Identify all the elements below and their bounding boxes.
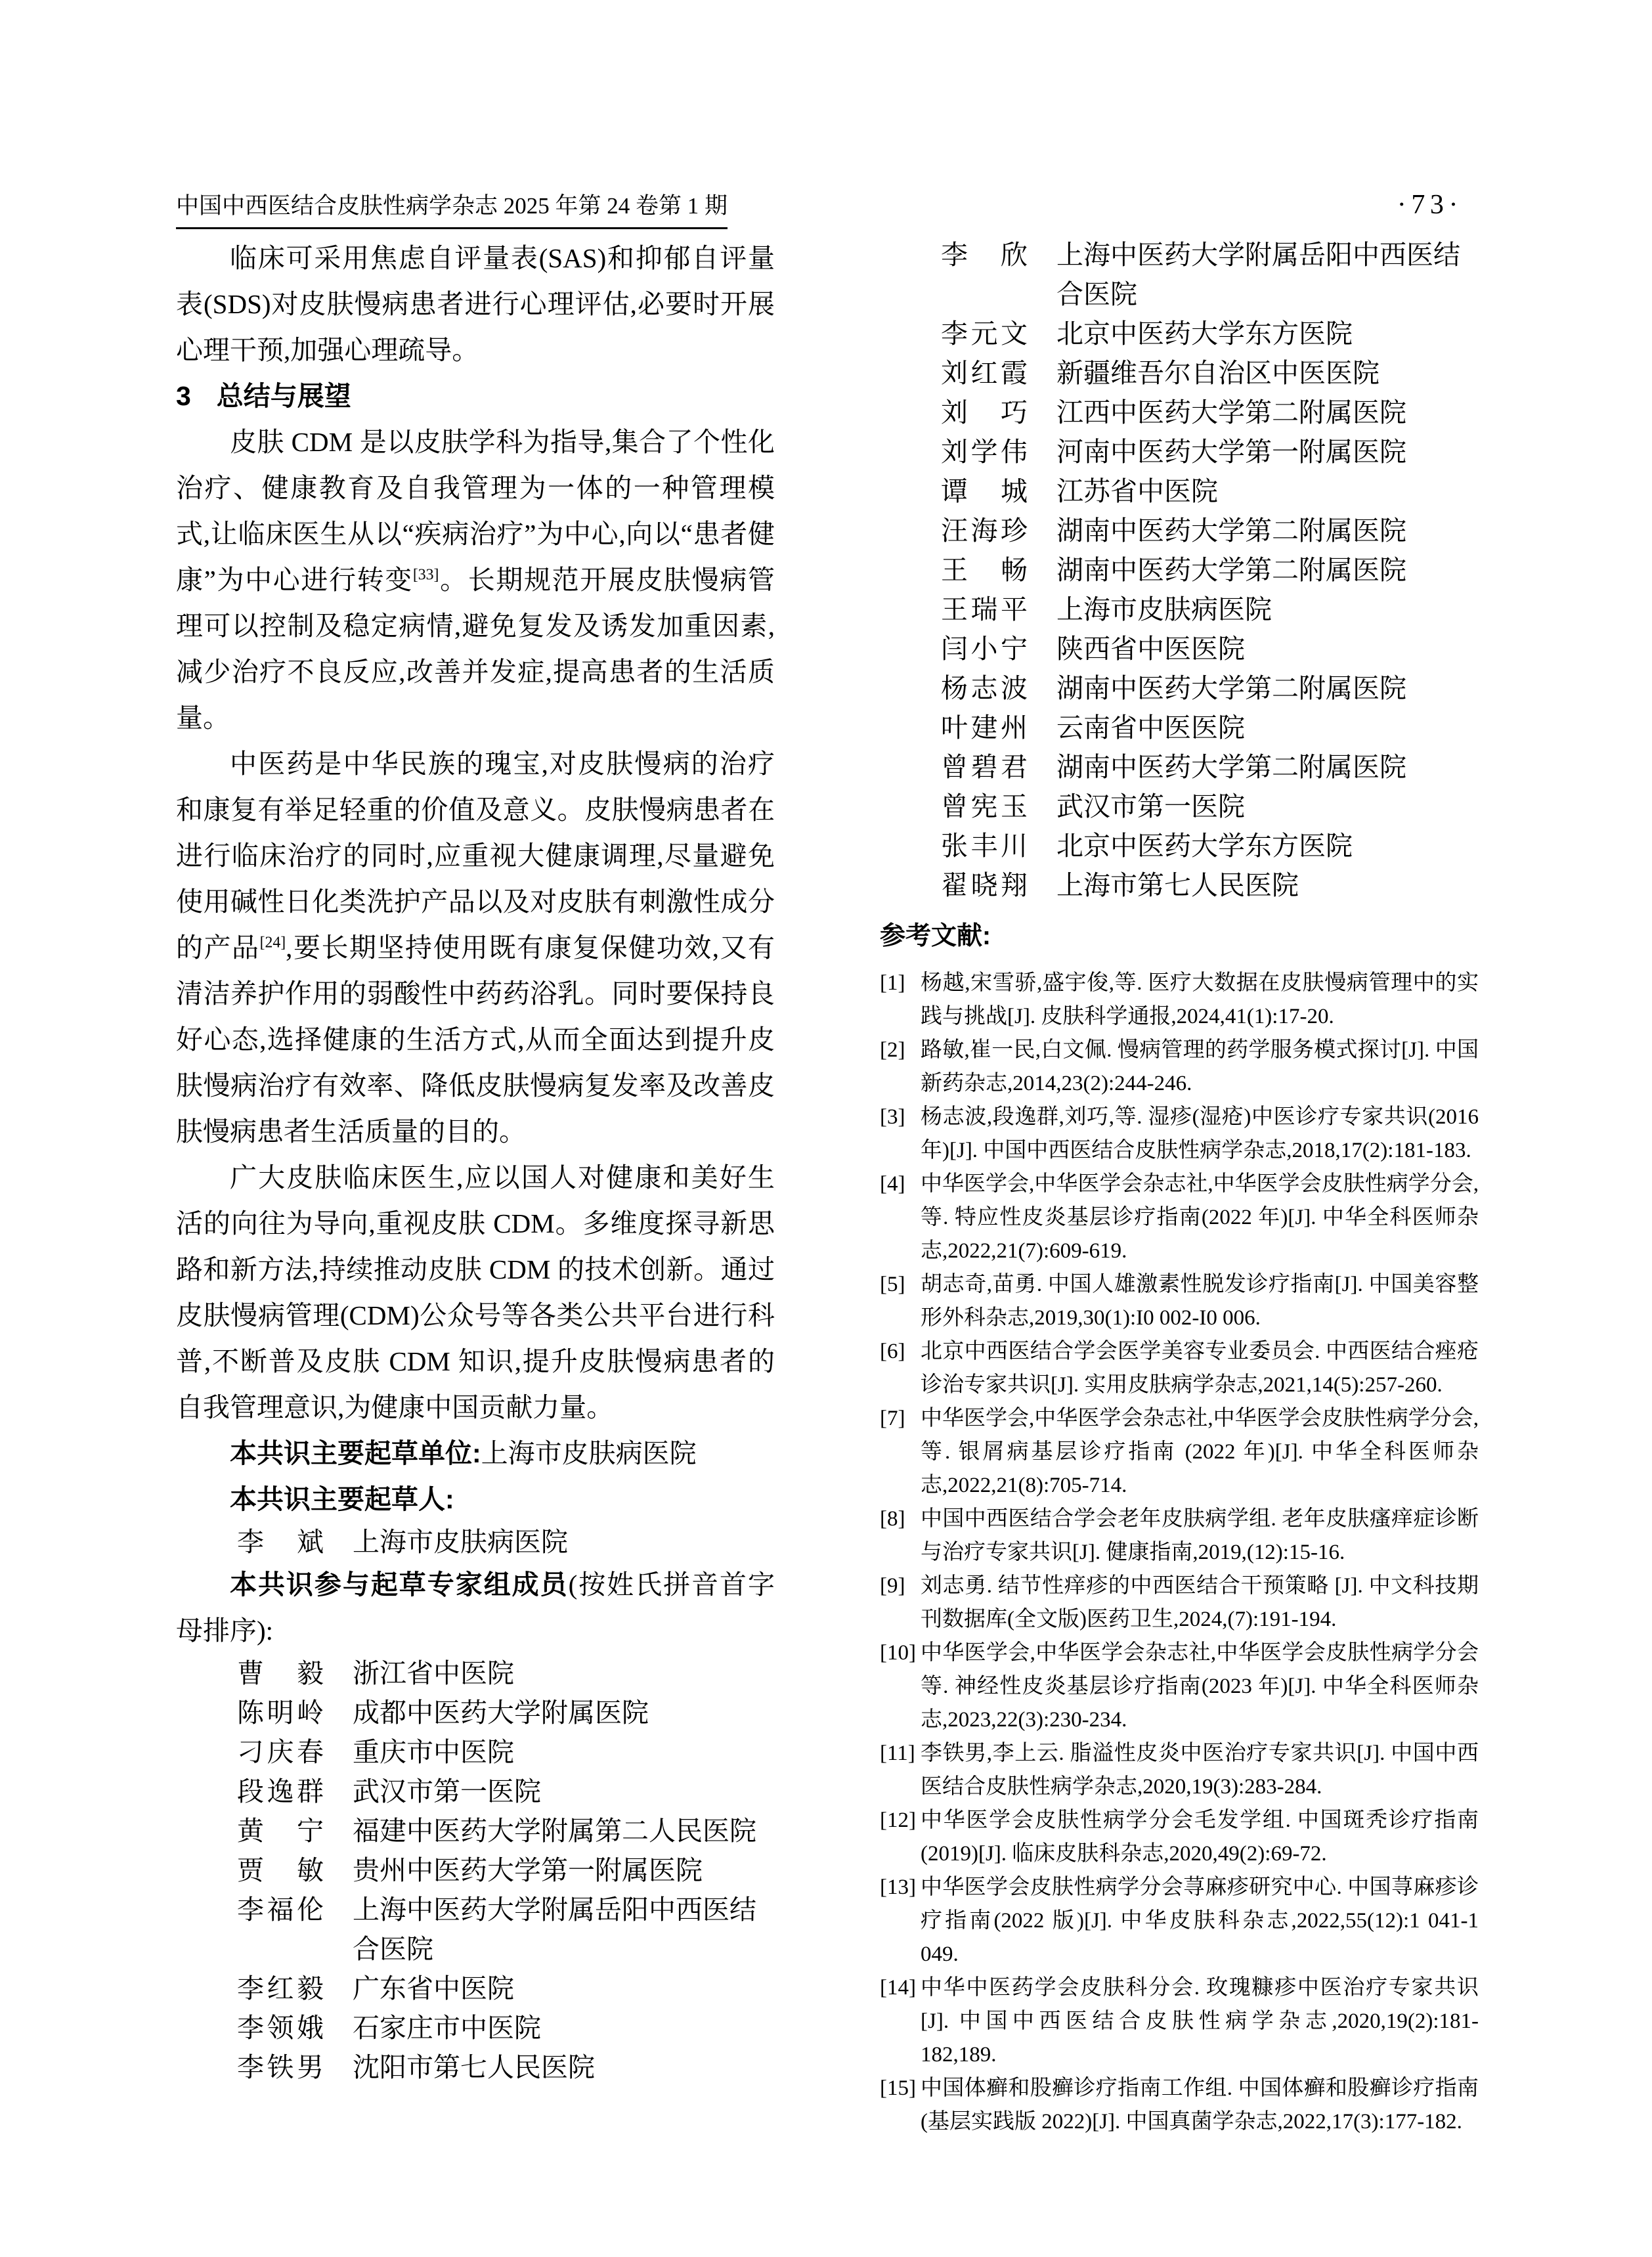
expert-row [880,550,1479,590]
expert-row [880,590,1479,629]
reference-text: 北京中西医结合学会医学美容专业委员会. 中西医结合痤疮诊治专家共识[J]. 实用皮肤病学杂志,2021,14(5):257-260. [921,1340,1479,1397]
reference-item [880,1502,1479,1569]
citation-ref-33: [33] [412,566,439,584]
expert-row [880,708,1479,747]
reference-item [880,1402,1479,1502]
expert-institution: 沈阳市第七人民医院 [353,2052,595,2082]
reference-label: [10] [880,1641,916,1665]
section-heading [176,373,775,419]
paragraph-tcm-value: 中医药是中华民族的瑰宝,对皮肤慢病的治疗和康复有举足轻重的价值及意义。皮肤慢病患者在进行临床治疗的同时,应重视大健康调理,尽量避免使用碱性日化类洗护产品以及对皮肤有刺激性成分的产品[24],要长期坚持使用既有康复保健功效,又有清洁养护作用的弱酸性中药药浴乳。同时要保持良好心态,选择健康的生活方式,从而全面达到提升皮肤慢病治疗有效率、降低皮肤慢病复发率及改善皮肤慢病患者生活质量的目的。 [176,749,775,1147]
reference-text: 中华医学会皮肤性病学分会荨麻疹研究中心. 中国荨麻疹诊疗指南(2022 版)[J]. 中华皮肤科杂志,2022,55(12):1 041-1 049. [921,1875,1479,1966]
expert-group-label [176,1562,775,1654]
reference-text: 路敏,崔一民,白文佩. 慢病管理的药学服务模式探讨[J]. 中国新药杂志,2014,23(2):244-246. [921,1038,1479,1095]
main-drafter-label: 本共识主要起草人: [230,1484,454,1514]
reference-label: [3] [880,1105,905,1129]
expert-row [880,471,1479,511]
expert-row [176,1851,775,1890]
reference-text: 中国体癣和股癣诊疗指南工作组. 中国体癣和股癣诊疗指南(基层实践版 2022)[J]. 中国真菌学杂志,2022,17(3):177-182. [921,2076,1479,2134]
expert-row [176,1654,775,1693]
expert-institution: 江西中医药大学第二附属医院 [1056,397,1406,427]
expert-name: 李红毅 [237,1973,324,2004]
expert-institution: 武汉市第一医院 [1056,791,1245,822]
expert-name: 黄 宁 [237,1816,324,1846]
experts-list-right [880,235,1479,905]
expert-name: 李福伦 [237,1895,324,1925]
expert-row [176,2008,775,2048]
expert-row [880,747,1479,787]
expert-institution: 上海市皮肤病医院 [353,1527,568,1557]
experts-list-left [176,1654,775,2087]
reference-label: [5] [880,1273,905,1296]
expert-name: 叶建州 [941,712,1028,743]
reference-item [880,1871,1479,1971]
reference-item [880,1335,1479,1402]
expert-institution: 湖南中医药大学第二附属医院 [1056,515,1406,546]
reference-label: [15] [880,2076,916,2100]
expert-name: 李铁男 [237,2052,324,2082]
reference-item [880,1737,1479,1804]
expert-institution: 湖南中医药大学第二附属医院 [1056,555,1406,585]
expert-row [880,629,1479,668]
expert-name: 杨志波 [941,673,1028,703]
paragraph-psych-assessment: 临床可采用焦虑自评量表(SAS)和抑郁自评量表(SDS)对皮肤慢病患者进行心理评估,必要时开展心理干预,加强心理疏导。 [176,243,775,365]
paragraph-cdm-model: 皮肤 CDM 是以皮肤学科为指导,集合了个性化治疗、健康教育及自我管理为一体的一种管理模式,让临床医生从以“疾病治疗”为中心,向以“患者健康”为中心进行转变[33]。长期规范开展皮肤慢病管理可以控制及稳定病情,避免复发及诱发加重因素,减少治疗不良反应,改善并发症,提高患者的生活质量。 [176,427,775,733]
expert-row [176,2048,775,2087]
expert-row [176,1693,775,1732]
reference-label: [4] [880,1172,905,1196]
reference-item [880,1034,1479,1101]
section-number: 3 [176,381,191,411]
expert-name: 陈明岭 [237,1698,324,1728]
expert-institution: 北京中医药大学东方医院 [1056,318,1353,349]
expert-institution: 上海中医药大学附属岳阳中西医结合医院 [353,1895,756,1964]
reference-label: [8] [880,1507,905,1531]
expert-institution: 湖南中医药大学第二附属医院 [1056,752,1406,782]
expert-row [176,1969,775,2008]
main-drafter-row [176,1522,775,1562]
expert-row [880,314,1479,353]
expert-name: 闫小宁 [941,634,1028,664]
expert-name: 李 欣 [941,240,1028,270]
journal-title: 中国中西医结合皮肤性病学杂志 2025 年第 24 卷第 1 期 [176,192,728,229]
expert-institution: 石家庄市中医院 [353,2013,541,2043]
reference-item [880,1636,1479,1737]
expert-name: 李元文 [941,318,1028,349]
reference-text: 胡志奇,苗勇. 中国人雄激素性脱发诊疗指南[J]. 中国美容整形外科杂志,2019,30(1):I0 002-I0 006. [921,1273,1479,1330]
expert-name: 谭 城 [941,476,1028,506]
reference-text: 刘志勇. 结节性痒疹的中西医结合干预策略 [J]. 中文科技期刊数据库(全文版)医药卫生,2024,(7):191-194. [921,1574,1479,1631]
reference-label: [1] [880,971,905,995]
expert-group-label-bold: 本共识参与起草专家组成员 [230,1569,569,1600]
reference-item [880,967,1479,1034]
expert-row [880,866,1479,905]
expert-institution: 陕西省中医医院 [1056,634,1245,664]
reference-text: 中华中医药学会皮肤科分会. 玫瑰糠疹中医治疗专家共识[J]. 中国中西医结合皮肤性病学杂志,2020,19(2):181-182,189. [921,1976,1479,2067]
expert-name: 李领娥 [237,2013,324,2043]
reference-item [880,1168,1479,1268]
expert-row [880,393,1479,432]
expert-row [176,1772,775,1811]
expert-institution: 浙江省中医院 [353,1658,514,1688]
expert-institution: 福建中医药大学附属第二人民医院 [353,1816,756,1846]
expert-institution: 北京中医药大学东方医院 [1056,831,1353,861]
expert-row [880,787,1479,826]
expert-group-label-note: (按姓氏拼音首字母排序): [176,1569,775,1646]
reference-text: 杨志波,段逸群,刘巧,等. 湿疹(湿疮)中医诊疗专家共识(2016 年)[J]. 中国中西医结合皮肤性病学杂志,2018,17(2):181-183. [921,1105,1479,1162]
reference-text: 杨越,宋雪骄,盛宇俊,等. 医疗大数据在皮肤慢病管理中的实践与挑战[J]. 皮肤科学通报,2024,41(1):17-20. [921,971,1479,1028]
expert-name: 李 斌 [237,1527,324,1557]
reference-label: [6] [880,1340,905,1363]
paragraph-outlook: 广大皮肤临床医生,应以国人对健康和美好生活的向往为导向,重视皮肤 CDM。多维度探寻新思路和新方法,持续推动皮肤 CDM 的技术创新。通过皮肤慢病管理(CDM)公众号等各类公共平台进行科普,不断普及皮肤 CDM 知识,提升皮肤慢病患者的自我管理意识,为健康中国贡献力量。 [176,1162,775,1422]
expert-name: 曹 毅 [237,1658,324,1688]
reference-label: [9] [880,1574,905,1598]
reference-text: 中国中西医结合学会老年皮肤病学组. 老年皮肤瘙痒症诊断与治疗专家共识[J]. 健康指南,2019,(12):15-16. [921,1507,1479,1564]
expert-row [880,432,1479,471]
section-title: 总结与展望 [216,381,351,411]
expert-name: 刘学伟 [941,437,1028,467]
reference-text: 中华医学会,中华医学会杂志社,中华医学会皮肤性病学分会等. 神经性皮炎基层诊疗指南(2023 年)[J]. 中华全科医师杂志,2023,22(3):230-234. [921,1641,1479,1732]
expert-name: 王瑞平 [941,594,1028,625]
left-column [176,235,775,2087]
reference-label: [12] [880,1808,916,1832]
expert-institution: 新疆维吾尔自治区中医医院 [1056,358,1380,388]
expert-institution: 河南中医药大学第一附属医院 [1056,437,1406,467]
right-column [880,235,1479,2139]
reference-label: [2] [880,1038,905,1062]
expert-row [880,668,1479,708]
expert-name: 刁庆春 [237,1737,324,1767]
reference-label: [7] [880,1407,905,1430]
expert-institution: 广东省中医院 [353,1973,514,2004]
page-number: ·73· [1397,190,1463,220]
reference-label: [13] [880,1875,916,1899]
expert-name: 曾碧君 [941,752,1028,782]
expert-institution: 上海市第七人民医院 [1056,870,1299,900]
reference-item [880,1971,1479,2072]
expert-name: 翟晓翔 [941,870,1028,900]
drafting-unit-value: 上海市皮肤病医院 [481,1438,697,1468]
expert-row [880,235,1479,314]
reference-label: [14] [880,1976,916,2000]
expert-institution: 江苏省中医院 [1056,476,1218,506]
expert-name: 王 畅 [941,555,1028,585]
reference-item [880,2072,1479,2139]
expert-name: 段逸群 [237,1776,324,1807]
expert-row [880,353,1479,393]
expert-name: 贾 敏 [237,1855,324,1885]
reference-text: 中华医学会,中华医学会杂志社,中华医学会皮肤性病学分会,等. 银屑病基层诊疗指南 (2022 年)[J]. 中华全科医师杂志,2022,21(8):705-714. [921,1407,1479,1497]
citation-ref-24: [24] [259,934,286,952]
expert-row [176,1811,775,1851]
expert-institution: 武汉市第一医院 [353,1776,541,1807]
expert-name: 汪海珍 [941,515,1028,546]
expert-institution: 贵州中医药大学第一附属医院 [353,1855,703,1885]
expert-row [880,511,1479,550]
expert-row [176,1732,775,1772]
expert-name: 刘 巧 [941,397,1028,427]
expert-institution: 云南省中医医院 [1056,712,1245,743]
expert-row [176,1890,775,1969]
expert-row [880,826,1479,866]
reference-label: [11] [880,1742,915,1765]
reference-text: 中华医学会,中华医学会杂志社,中华医学会皮肤性病学分会,等. 特应性皮炎基层诊疗指南(2022 年)[J]. 中华全科医师杂志,2022,21(7):609-619. [921,1172,1479,1263]
expert-institution: 上海市皮肤病医院 [1056,594,1272,625]
expert-institution: 重庆市中医院 [353,1737,514,1767]
references-heading: 参考文献: [880,922,991,950]
expert-name: 曾宪玉 [941,791,1028,822]
reference-item [880,1569,1479,1636]
reference-item [880,1268,1479,1335]
expert-name: 刘红霞 [941,358,1028,388]
expert-name: 张丰川 [941,831,1028,861]
references-list [880,967,1479,2139]
drafting-unit-label: 本共识主要起草单位: [230,1438,481,1468]
expert-institution: 湖南中医药大学第二附属医院 [1056,673,1406,703]
drafting-unit-line [176,1430,775,1476]
reference-item [880,1804,1479,1871]
reference-item [880,1101,1479,1168]
reference-text: 中华医学会皮肤性病学分会毛发学组. 中国斑秃诊疗指南(2019)[J]. 临床皮肤科杂志,2020,49(2):69-72. [921,1808,1479,1866]
expert-institution: 上海中医药大学附属岳阳中西医结合医院 [1056,240,1460,309]
expert-institution: 成都中医药大学附属医院 [353,1698,649,1728]
reference-text: 李铁男,李上云. 脂溢性皮炎中医治疗专家共识[J]. 中国中西医结合皮肤性病学杂志,2020,19(3):283-284. [921,1742,1479,1799]
